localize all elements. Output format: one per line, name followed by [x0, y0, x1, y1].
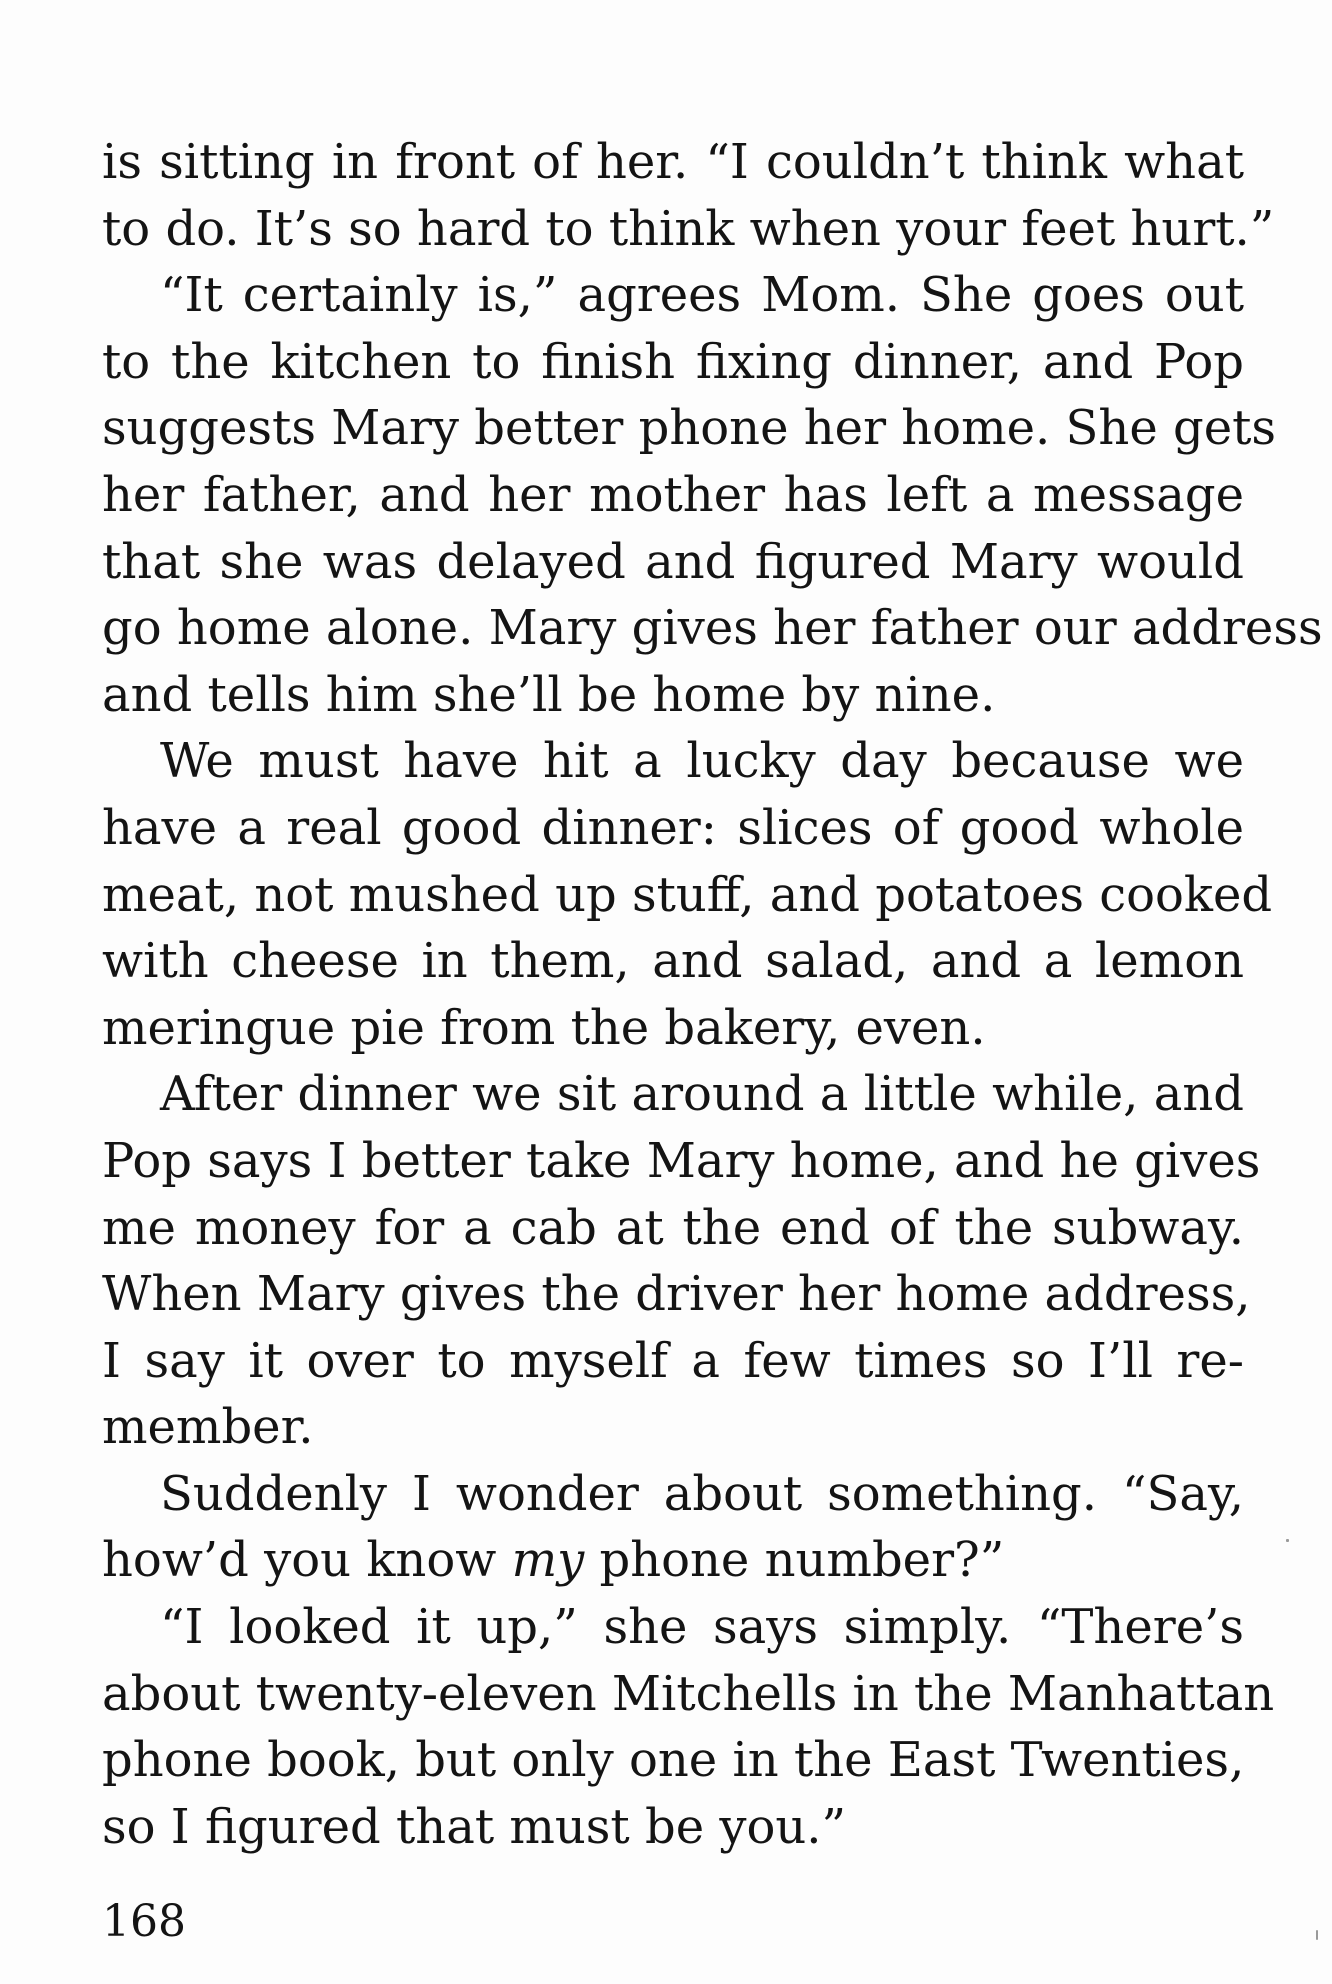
paragraph-6 [102, 1594, 1275, 1860]
scan-speck [1286, 1539, 1289, 1542]
emphasis-my: my [511, 1532, 585, 1589]
text-line-25: phone book, but only one in the East Twenties, [102, 1732, 1245, 1789]
paragraph-3 [102, 728, 1273, 1061]
text-line-17: me money for a cab at the end of the subway. [102, 1199, 1244, 1256]
text-line-14: meringue pie from the bakery, even. [102, 999, 986, 1056]
scan-speck [1316, 1930, 1318, 1940]
paragraph-5 [102, 1461, 1244, 1594]
text-line-24: about twenty-eleven Mitchells in the Manhattan [102, 1665, 1275, 1722]
text-line-5: suggests Mary better phone her home. She gets [102, 400, 1277, 457]
text-line-13: with cheese in them, and salad, and a lemon [102, 933, 1244, 990]
text-line-15: After dinner we sit around a little while, and [160, 1066, 1244, 1123]
paragraph-1 [102, 129, 1275, 262]
paragraph-4 [102, 1061, 1261, 1461]
text-line-6: her father, and her mother has left a message [102, 466, 1244, 523]
text-line-22-end: phone number?” [584, 1532, 1005, 1589]
text-line-3: “It certainly is,” agrees Mom. She goes out [160, 267, 1244, 324]
text-line-7: that she was delayed and figured Mary would [102, 533, 1244, 590]
text-line-12: meat, not mushed up stuff, and potatoes cooked [102, 866, 1273, 923]
text-line-8: go home alone. Mary gives her father our address [102, 600, 1323, 657]
text-line-22 [102, 1527, 1244, 1594]
text-line-23: “I looked it up,” she says simply. “There’s [160, 1599, 1244, 1656]
text-line-10: We must have hit a lucky day because we [160, 733, 1244, 790]
text-line-1: is sitting in front of her. “I couldn’t think what [102, 134, 1244, 190]
text-line-19: I say it over to myself a few times so I’ll re- [102, 1332, 1244, 1389]
text-line-22-start: how’d you know [102, 1532, 512, 1589]
page-number: 168 [102, 1896, 186, 1947]
text-line-9: and tells him she’ll be home by nine. [102, 666, 996, 723]
text-line-4: to the kitchen to finish fixing dinner, and Pop [102, 333, 1244, 390]
paragraph-2 [102, 262, 1323, 728]
text-line-11: have a real good dinner: slices of good whole [102, 799, 1244, 856]
body-text [102, 129, 1323, 1860]
text-line-21: Suddenly I wonder about something. “Say, [160, 1465, 1244, 1522]
text-line-18: When Mary gives the driver her home address, [102, 1266, 1251, 1323]
text-line-16: Pop says I better take Mary home, and he gives [102, 1132, 1261, 1189]
text-line-26: so I figured that must be you.” [102, 1798, 847, 1855]
text-line-2: to do. It’s so hard to think when your feet hurt.” [102, 200, 1275, 257]
text-line-20: member. [102, 1399, 314, 1456]
